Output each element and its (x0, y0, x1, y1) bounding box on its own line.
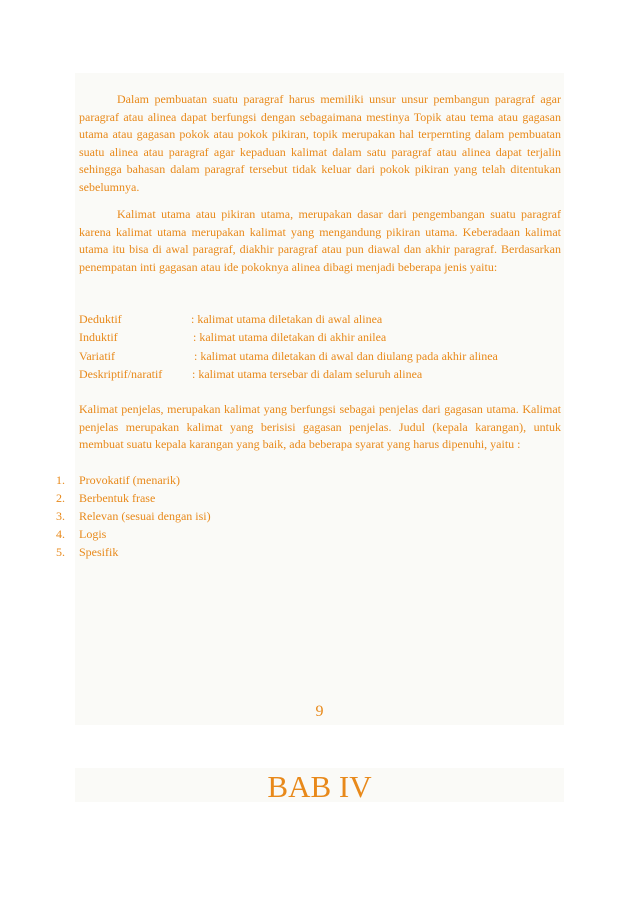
list-item (56, 508, 211, 525)
list-item (56, 490, 155, 507)
list-text: Provokatif (menarik) (79, 473, 180, 487)
list-number: 3. (56, 509, 65, 523)
page-number: 9 (315, 703, 324, 720)
definition-term: Deskriptif/naratif (79, 367, 163, 381)
list-item (56, 544, 118, 561)
list-text: Spesifik (79, 545, 119, 559)
paragraph-kalimat-penjelas: Kalimat penjelas, merupakan kalimat yang berfungsi sebagai penjelas dari gagasan utama. Kalimat penjelas merupakan kalimat yang berisisi gagasan penjelas. Judul (kepala karangan), untuk membuat suatu kepala karangan yang baik, ada beberapa syarat yang harus dipenuhi, yaitu : (79, 402, 561, 452)
definition-desc: : kalimat utama diletakan di awal alinea (191, 312, 383, 326)
definition-term: Induktif (79, 330, 118, 344)
list-item (56, 526, 106, 543)
definition-desc: : kalimat utama diletakan di akhir anilea (193, 330, 387, 344)
list-text: Relevan (sesuai dengan isi) (79, 509, 211, 523)
chapter-title: BAB IV (267, 769, 372, 804)
definition-desc: : kalimat utama tersebar di dalam seluruh alinea (192, 367, 423, 381)
list-number: 1. (56, 473, 65, 487)
list-number: 2. (56, 491, 65, 505)
list-text: Berbentuk frase (79, 491, 156, 505)
list-text: Logis (79, 527, 107, 541)
definition-term: Variatif (79, 349, 115, 363)
definition-desc: : kalimat utama diletakan di awal dan diulang pada akhir alinea (194, 349, 498, 363)
paragraph-unsur-pembangun: Dalam pembuatan suatu paragraf harus memiliki unsur unsur pembangun paragraf agar paragraf atau alinea dapat berfungsi dengan sebagaimana mestinya Topik atau tema atau gagasan utama atau gagasan pokok atau pokok pikiran, topik merupakan hal terpernting dalam pembuatan suatu alinea atau paragraf agar kepaduan kalimat dalam satu paragraf atau alinea dapat terjalin sehingga bahasan dalam paragraf tersebut tidak keluar dari pokok pikiran yang telah ditentukan sebelumnya. (79, 92, 561, 194)
paragraph-kalimat-utama: Kalimat utama atau pikiran utama, merupakan dasar dari pengembangan suatu paragraf karena kalimat utama merupakan kalimat yang mengandung pikiran utama. Keberadaan kalimat utama itu bisa di awal paragraf, diakhir paragraf atau pun diawal dan akhir paragraf. Berdasarkan penempatan inti gagasan atau ide pokoknya alinea dibagi menjadi beberapa jenis yaitu: (79, 207, 561, 274)
list-number: 5. (56, 545, 65, 559)
list-item (56, 472, 180, 489)
definition-term: Deduktif (79, 312, 122, 326)
list-number: 4. (56, 527, 65, 541)
